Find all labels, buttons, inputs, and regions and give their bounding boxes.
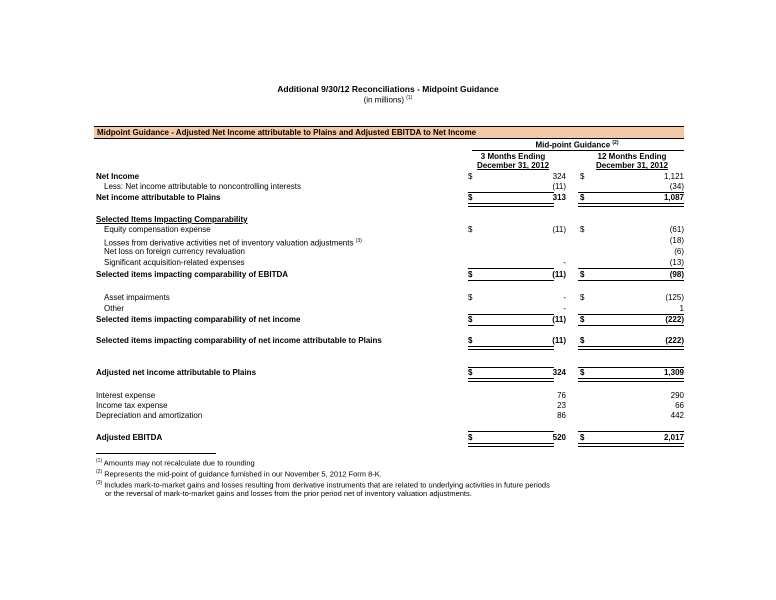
currency-symbol: $ [468, 315, 473, 324]
column-header-3-months [468, 152, 558, 170]
value-3m: (11) [552, 336, 566, 345]
value-3m: 324 [552, 172, 566, 181]
double-rule [578, 443, 684, 447]
value-3m: 520 [552, 433, 566, 442]
value-12m: 1,087 [663, 193, 684, 202]
table-row [96, 193, 684, 203]
row-label-text: Losses from derivative activities net of inventory valuation adjustments [104, 238, 354, 248]
table-row [96, 172, 684, 182]
double-rule [578, 346, 684, 350]
value-3m: - [563, 293, 566, 302]
currency-symbol: $ [580, 225, 585, 234]
double-rule [468, 203, 554, 207]
double-rule [578, 203, 684, 207]
value-3m: 76 [557, 391, 566, 400]
divider [578, 280, 684, 281]
col2-line2: December 31, 2012 [595, 161, 669, 170]
divider [468, 280, 554, 281]
section-heading [96, 215, 684, 225]
double-rule [468, 346, 554, 350]
footnote-3-continued: or the reversal of mark-to-market gains and losses from the prior period net of inventory valuation adjustments. [105, 489, 472, 498]
value-3m: 324 [552, 368, 566, 377]
row-label: Less: Net income attributable to noncontrolling interests [104, 182, 301, 191]
value-12m: 1,309 [663, 368, 684, 377]
value-3m: - [563, 258, 566, 267]
table-row [96, 315, 684, 325]
currency-symbol: $ [580, 315, 585, 324]
value-12m: (98) [669, 270, 684, 279]
currency-symbol: $ [580, 293, 585, 302]
footnote-ref: (2) [612, 140, 619, 146]
currency-symbol: $ [580, 270, 585, 279]
value-12m: 1,121 [663, 172, 684, 181]
value-12m: 442 [670, 411, 684, 420]
value-12m: (222) [665, 336, 684, 345]
currency-symbol: $ [580, 368, 585, 377]
value-12m: (18) [669, 236, 684, 245]
row-label: Selected items impacting comparability of net income attributable to Plains [96, 336, 382, 345]
currency-symbol: $ [468, 270, 473, 279]
value-12m: 66 [675, 401, 684, 410]
table-row [96, 368, 684, 378]
divider [472, 150, 684, 151]
footnote-text: Includes mark-to-market gains and losses resulting from derivative instruments that are related to underlying activities in future periods [104, 480, 550, 490]
table-row [96, 401, 684, 411]
row-label: Selected items impacting comparability of EBITDA [96, 270, 289, 279]
value-3m: (11) [552, 270, 566, 279]
banner-text: Midpoint Guidance - Adjusted Net Income attributable to Plains and Adjusted EBITDA to Net Income [97, 128, 477, 137]
row-label: Net Income [96, 172, 140, 181]
row-label: Adjusted EBITDA [96, 433, 163, 442]
divider [468, 325, 554, 326]
row-label: Income tax expense [96, 401, 168, 410]
col1-line1: 3 Months Ending [480, 152, 546, 161]
row-label: Net loss on foreign currency revaluation [104, 247, 245, 256]
table-row [96, 236, 684, 246]
divider [578, 431, 684, 432]
currency-symbol: $ [468, 293, 473, 302]
divider [468, 268, 554, 269]
value-3m: 23 [557, 401, 566, 410]
currency-symbol: $ [468, 225, 473, 234]
column-group-label: Mid-point Guidance [535, 140, 611, 150]
value-12m: (125) [665, 293, 684, 302]
row-label: Other [104, 304, 125, 313]
currency-symbol: $ [468, 433, 473, 442]
footnote-text: Represents the mid-point of guidance furnished in our November 5, 2012 Form 8-K. [104, 469, 382, 479]
value-3m: - [563, 304, 566, 313]
currency-symbol: $ [580, 193, 585, 202]
units-text: (in millions) [363, 95, 405, 105]
table-row [96, 270, 684, 280]
value-3m: (11) [552, 182, 566, 191]
table-row [96, 258, 684, 268]
value-3m: 86 [557, 411, 566, 420]
col1-line2: December 31, 2012 [476, 161, 550, 170]
currency-symbol: $ [580, 172, 585, 181]
currency-symbol: $ [468, 193, 473, 202]
value-12m: (34) [669, 182, 684, 191]
column-group-header [470, 140, 684, 150]
value-12m: 290 [670, 391, 684, 400]
double-rule [578, 378, 684, 382]
value-3m: 313 [552, 193, 566, 202]
row-label: Depreciation and amortization [96, 411, 203, 420]
divider [578, 268, 684, 269]
value-12m: (61) [669, 225, 684, 234]
footnote-text: Amounts may not recalculate due to rounding [103, 458, 255, 468]
value-3m: (11) [552, 315, 566, 324]
row-label: Interest expense [96, 391, 156, 400]
row-label: Net income attributable to Plains [96, 193, 221, 202]
currency-symbol: $ [580, 433, 585, 442]
currency-symbol: $ [580, 336, 585, 345]
units-subtitle [0, 95, 776, 105]
value-12m: 2,017 [663, 433, 684, 442]
table-row [96, 411, 684, 421]
value-12m: (222) [665, 315, 684, 324]
section-banner [94, 126, 684, 139]
divider [468, 431, 554, 432]
footnote-ref: (3) [355, 238, 362, 244]
row-label: Adjusted net income attributable to Plains [96, 368, 257, 377]
value-3m: (11) [552, 225, 566, 234]
double-rule [468, 378, 554, 382]
footnote-marker: (3) [96, 480, 103, 486]
row-label: Selected items impacting comparability of net income [96, 315, 301, 324]
footnote-marker: (2) [96, 469, 103, 475]
currency-symbol: $ [468, 368, 473, 377]
currency-symbol: $ [468, 336, 473, 345]
footnote-ref: (1) [406, 95, 413, 101]
table-row [96, 293, 684, 303]
col2-line1: 12 Months Ending [597, 152, 667, 161]
table-row [96, 247, 684, 257]
row-label: Selected Items Impacting Comparability [96, 215, 248, 224]
page-title: Additional 9/30/12 Reconciliations - Midpoint Guidance [277, 84, 499, 94]
row-label: Asset impairments [104, 293, 170, 302]
table-row [96, 225, 684, 235]
value-12m: (13) [669, 258, 684, 267]
row-label: Equity compensation expense [104, 225, 211, 234]
row-label: Significant acquisition-related expenses [104, 258, 245, 267]
value-12m: (6) [674, 247, 684, 256]
footnote-divider [96, 453, 216, 454]
table-row [96, 433, 684, 443]
value-12m: 1 [679, 304, 684, 313]
column-header-12-months [580, 152, 684, 170]
divider [578, 325, 684, 326]
table-row [96, 336, 684, 346]
currency-symbol: $ [468, 172, 473, 181]
double-rule [468, 443, 554, 447]
table-row [96, 391, 684, 401]
table-row [96, 182, 684, 192]
table-row [96, 304, 684, 314]
footnote-marker: (1) [96, 458, 103, 464]
